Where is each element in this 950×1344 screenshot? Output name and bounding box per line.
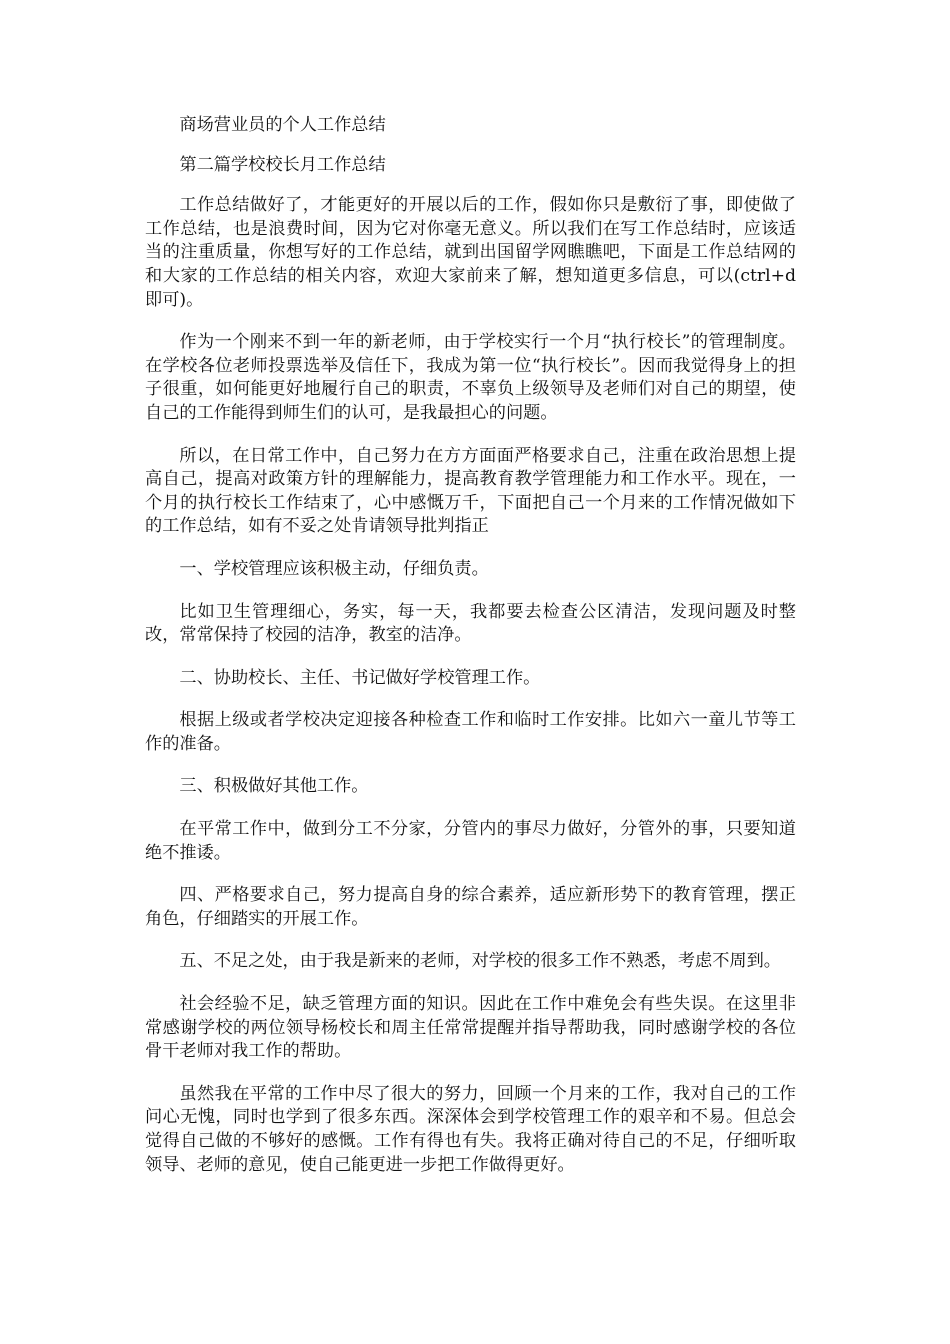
paragraph-other-work: 在平常工作中，做到分工不分家，分管内的事尽力做好，分管外的事，只要知道绝不推诿。 <box>145 819 796 863</box>
paragraph-experience: 社会经验不足，缺乏管理方面的知识。因此在工作中难免会有些失误。在这里非常感谢学校的两位领导杨校长和周主任常常提醒并指导帮助我，同时感谢学校的各位骨干老师对我工作的帮助。 <box>145 994 796 1062</box>
paragraph-hygiene: 比如卫生管理细心，务实，每一天，我都要去检查公区清洁，发现问题及时整改，常常保持了校园的洁净，教室的洁净。 <box>145 601 796 646</box>
document-title-2: 第二篇学校校长月工作总结 <box>179 155 386 176</box>
paragraph-intro: 工作总结做好了，才能更好的开展以后的工作，假如你只是敷衍了事，即使做了工作总结，也是浪费时间，因为它对你毫无意义。所以我们在写工作总结时，应该适当的注重质量，你想写好的工作总结，就到出国留学网瞧瞧吧，下面是工作总结网的和大家的工作总结的相关内容，欢迎大家前来了解，想知道更多信息，可以(ctrl+d 即可)。 <box>145 195 796 310</box>
section-heading-2: 二、协助校长、主任、书记做好学校管理工作。 <box>179 667 541 688</box>
section-heading-3: 三、积极做好其他工作。 <box>179 776 369 797</box>
section-heading-1: 一、学校管理应该积极主动，仔细负责。 <box>179 558 489 579</box>
paragraph-inspections: 根据上级或者学校决定迎接各种检查工作和临时工作安排。比如六一童儿节等工作的准备。 <box>145 710 796 754</box>
paragraph-conclusion: 虽然我在平常的工作中尽了很大的努力，回顾一个月来的工作，我对自己的工作问心无愧，同时也学到了很多东西。深深体会到学校管理工作的艰辛和不易。但总会觉得自己做的不够好的感慨。工作有得也有失。我将正确对待自己的不足，仔细听取领导、老师的意见，使自己能更进一步把工作做得更好。 <box>145 1083 796 1175</box>
section-heading-4: 四、严格要求自己，努力提高自身的综合素养，适应新形势下的教育管理，摆正角色，仔细踏实的开展工作。 <box>145 885 796 929</box>
document-page <box>145 114 796 1196</box>
paragraph-new-teacher: 作为一个刚来不到一年的新老师，由于学校实行一个月“执行校长”的管理制度。在学校各位老师投票选举及信任下，我成为第一位“执行校长”。因而我觉得身上的担子很重，如何能更好地履行自己的职责，不辜负上级领导及老师们对自己的期望，使自己的工作能得到师生们的认可，是我最担心的问题。 <box>145 332 796 423</box>
document-title-1: 商场营业员的个人工作总结 <box>179 115 386 135</box>
paragraph-daily-work: 所以，在日常工作中，自己努力在方方面面严格要求自己，注重在政治思想上提高自己，提高对政策方针的理解能力，提高教育教学管理能力和工作水平。现在，一个月的执行校长工作结束了，心中感慨万千，下面把自己一个月来的工作情况做如下的工作总结，如有不妥之处肯请领导批判指正 <box>145 445 796 537</box>
section-heading-5: 五、不足之处，由于我是新来的老师，对学校的很多工作不熟悉，考虑不周到。 <box>179 951 781 972</box>
